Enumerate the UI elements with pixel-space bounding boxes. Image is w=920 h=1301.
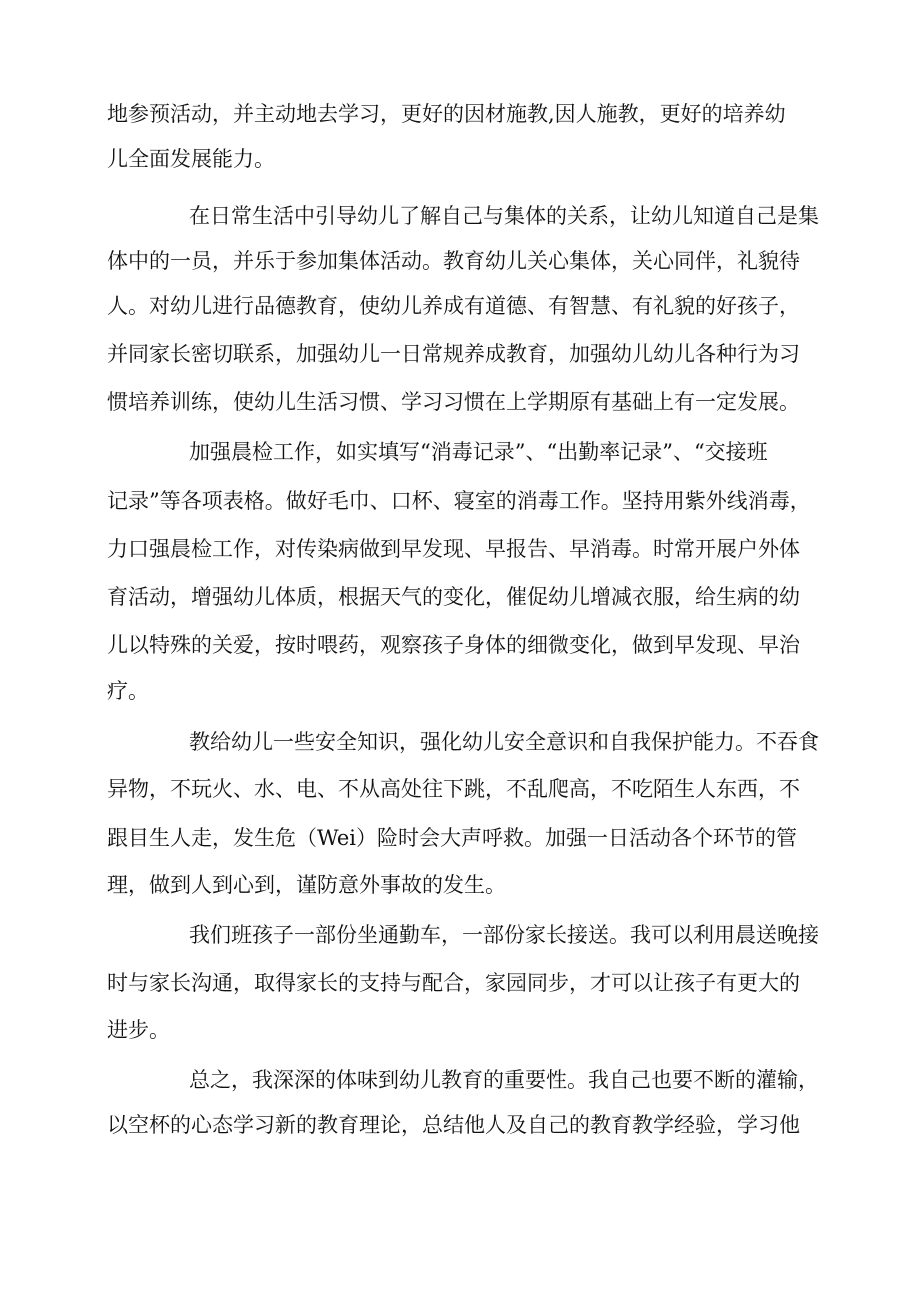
text-line: 育活动，增强幼儿体质，根据天气的变化，催促幼儿增减衣服，给生病的幼 <box>107 585 800 609</box>
text-line: 时与家长沟通，取得家长的支持与配合，家园同步，才可以让孩子有更大的 <box>107 971 800 995</box>
text-line: 力口强晨检工作，对传染病做到早发现、早报告、早消毒。时常开展户外体 <box>107 537 800 561</box>
text-line: 记录”等各项表格。做好毛巾、口杯、寝室的消毒工作。坚持用紫外线消毒， <box>107 489 811 513</box>
text-line: 进步。 <box>107 1018 170 1042</box>
text-line: 体中的一员，并乐于参加集体活动。教育幼儿关心集体，关心同伴，礼貌待 <box>107 249 800 273</box>
text-line: 儿全面发展能力。 <box>107 147 275 171</box>
text-line: 在日常生活中引导幼儿了解自己与集体的关系，让幼儿知道自己是集 <box>189 204 819 228</box>
text-line: 儿以特殊的关爱，按时喂药，观察孩子身体的细微变化，做到早发现、早治 <box>107 633 800 657</box>
text-line: 地参预活动，并主动地去学习，更好的因材施教,因人施教，更好的培养幼 <box>107 102 786 126</box>
text-line: 总之，我深深的体味到幼儿教育的重要性。我自己也要不断的灌输， <box>189 1068 819 1092</box>
text-line: 教给幼儿一些安全知识，强化幼儿安全意识和自我保护能力。不吞食 <box>189 730 819 754</box>
text-line: 理，做到人到心到，谨防意外事故的发生。 <box>107 873 506 897</box>
text-line: 人。对幼儿进行品德教育，使幼儿养成有道德、有智慧、有礼貌的好孩子， <box>107 294 800 318</box>
text-line: 以空杯的心态学习新的教育理论，总结他人及自己的教育教学经验，学习他 <box>107 1113 800 1137</box>
text-line: 我们班孩子一部份坐通勤车，一部份家长接送。我可以利用晨送晚接 <box>189 923 819 947</box>
text-line: 加强晨检工作，如实填写“消毒记录”、“出勤率记录”、“交接班 <box>189 440 768 464</box>
text-line: 惯培养训练，使幼儿生活习惯、学习习惯在上学期原有基础上有一定发展。 <box>107 390 800 414</box>
text-line: 跟目生人走，发生危（Wei）险时会大声呼救。加强一日活动各个环节的管 <box>107 826 798 850</box>
text-line: 疗。 <box>107 679 149 703</box>
text-line: 异物，不玩火、水、电、不从高处往下跳，不乱爬高，不吃陌生人东西，不 <box>107 777 800 801</box>
text-line: 并同家长密切联系，加强幼儿一日常规养成教育，加强幼儿幼儿各种行为习 <box>107 342 800 366</box>
